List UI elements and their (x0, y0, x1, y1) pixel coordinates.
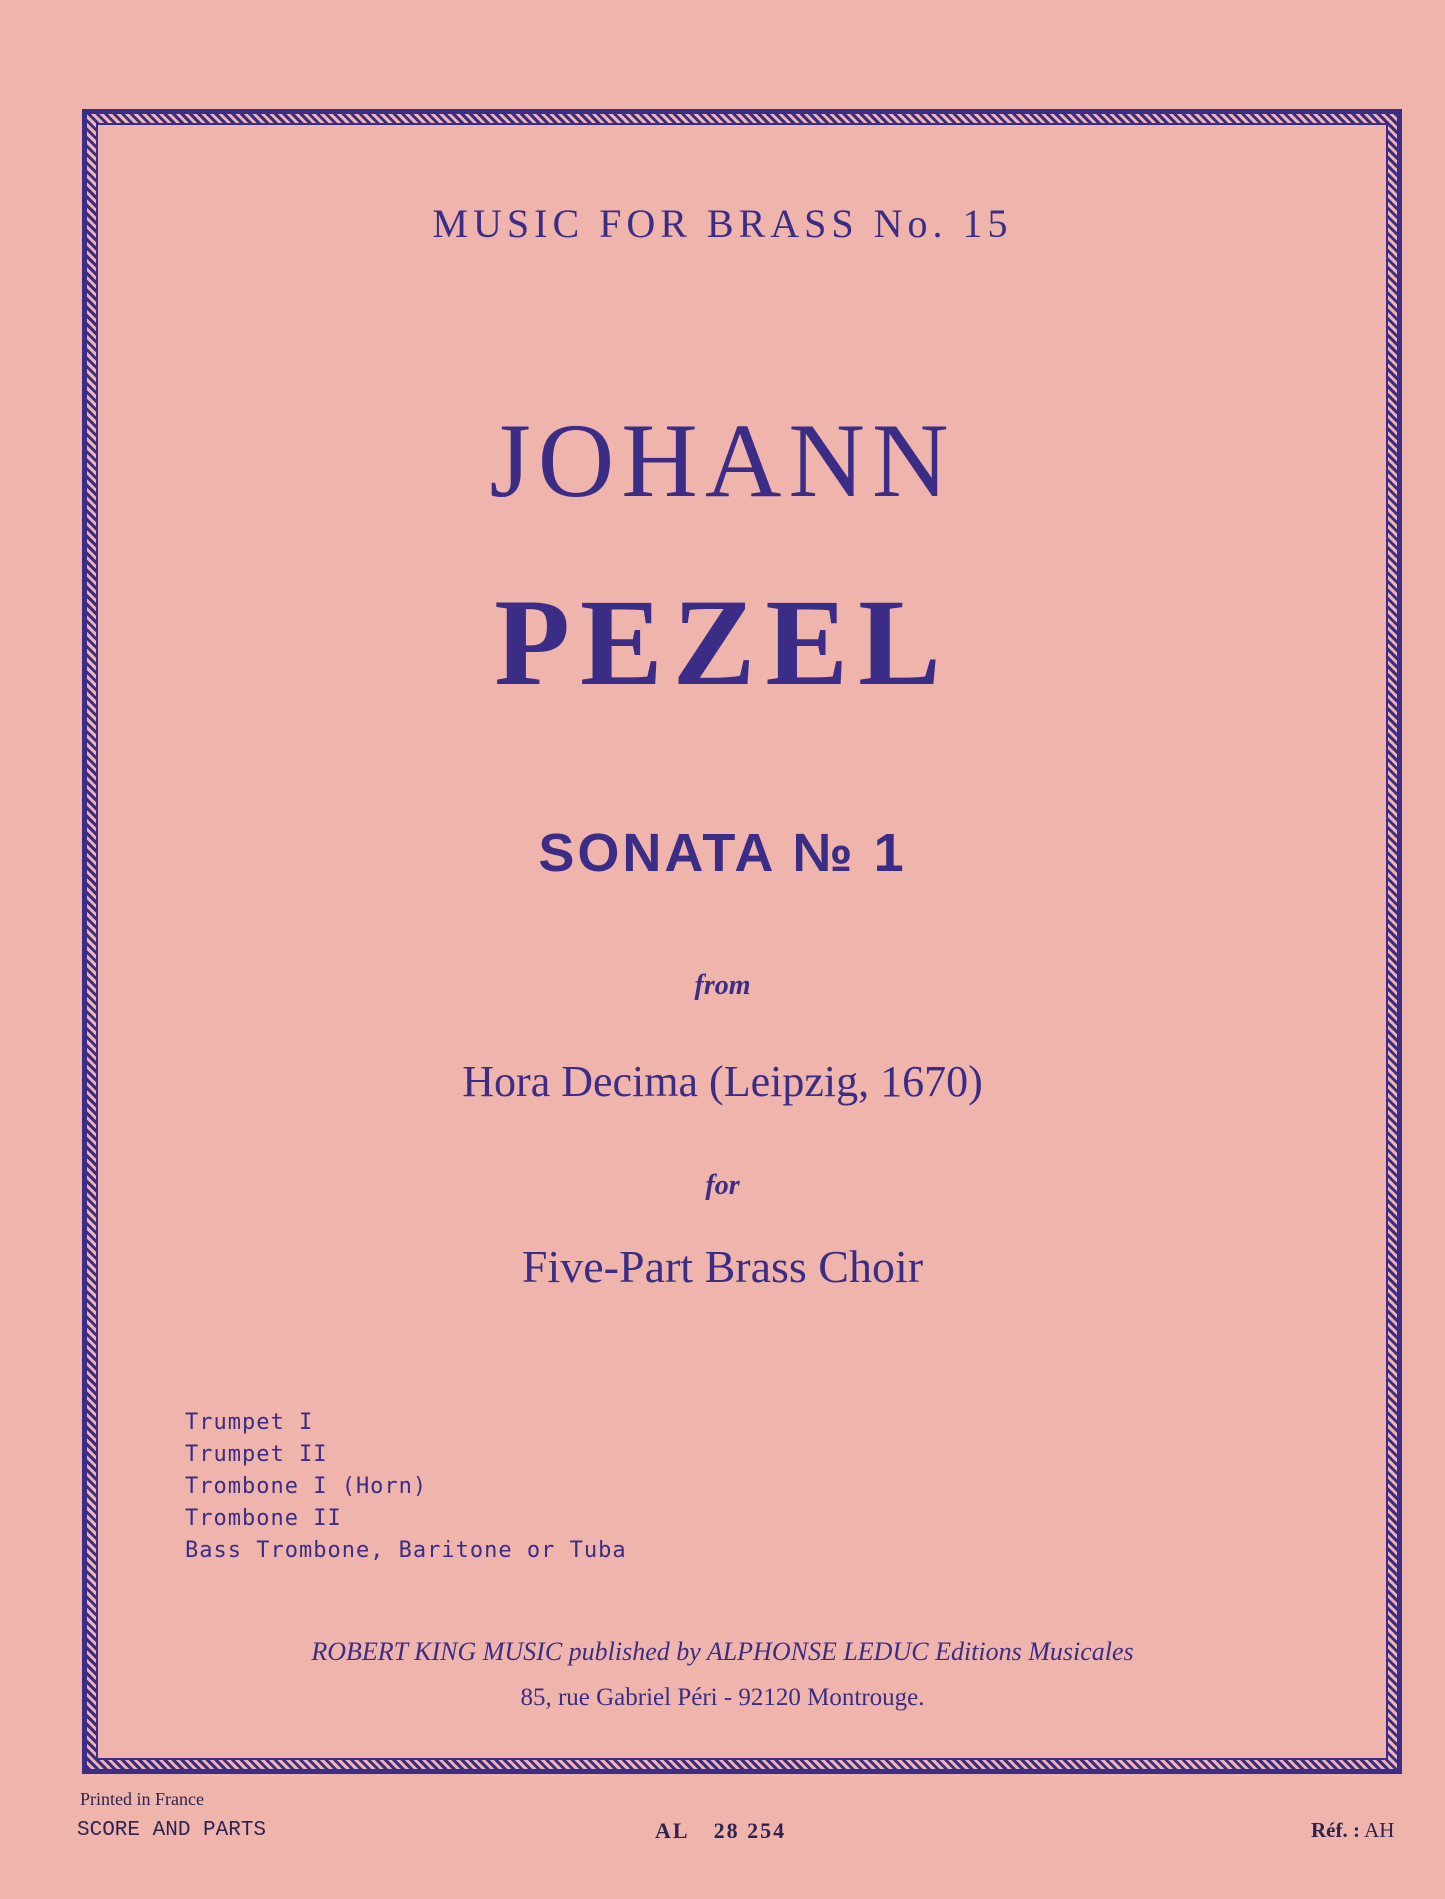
instrument-item: Trombone II (185, 1506, 342, 1531)
reference-code (1311, 1818, 1394, 1843)
composer-first-name: JOHANN (489, 402, 956, 519)
catalog-prefix: AL (655, 1818, 690, 1843)
instrument-item: Trumpet II (185, 1442, 328, 1467)
edition-label: SCORE AND PARTS (77, 1819, 267, 1842)
catalog-digits: 28 254 (713, 1818, 787, 1843)
ensemble-name: Five-Part Brass Choir (521, 1241, 924, 1292)
instrument-item: Trombone I (Horn) (185, 1474, 428, 1499)
instrument-list (185, 1407, 627, 1567)
work-title: SONATA № 1 (538, 823, 907, 883)
catalog-number (655, 1818, 786, 1844)
for-label: for (705, 1170, 740, 1201)
instrument-item: Bass Trombone, Baritone or Tuba (185, 1538, 627, 1563)
publisher-line: ROBERT KING MUSIC published by ALPHONSE LEDUC Editions Musicales (311, 1637, 1134, 1666)
collection-title: Hora Decima (Leipzig, 1670) (462, 1057, 983, 1106)
publisher-address: 85, rue Gabriel Péri - 92120 Montrouge. (520, 1684, 925, 1711)
printed-in-label: Printed in France (80, 1789, 204, 1809)
reference-value: AH (1364, 1818, 1395, 1842)
from-label: from (694, 970, 751, 1001)
composer-last-name: PEZEL (494, 574, 951, 711)
reference-label: Réf. : (1311, 1818, 1360, 1842)
instrument-item: Trumpet I (185, 1410, 314, 1435)
series-title: MUSIC FOR BRASS No. 15 (432, 201, 1013, 246)
